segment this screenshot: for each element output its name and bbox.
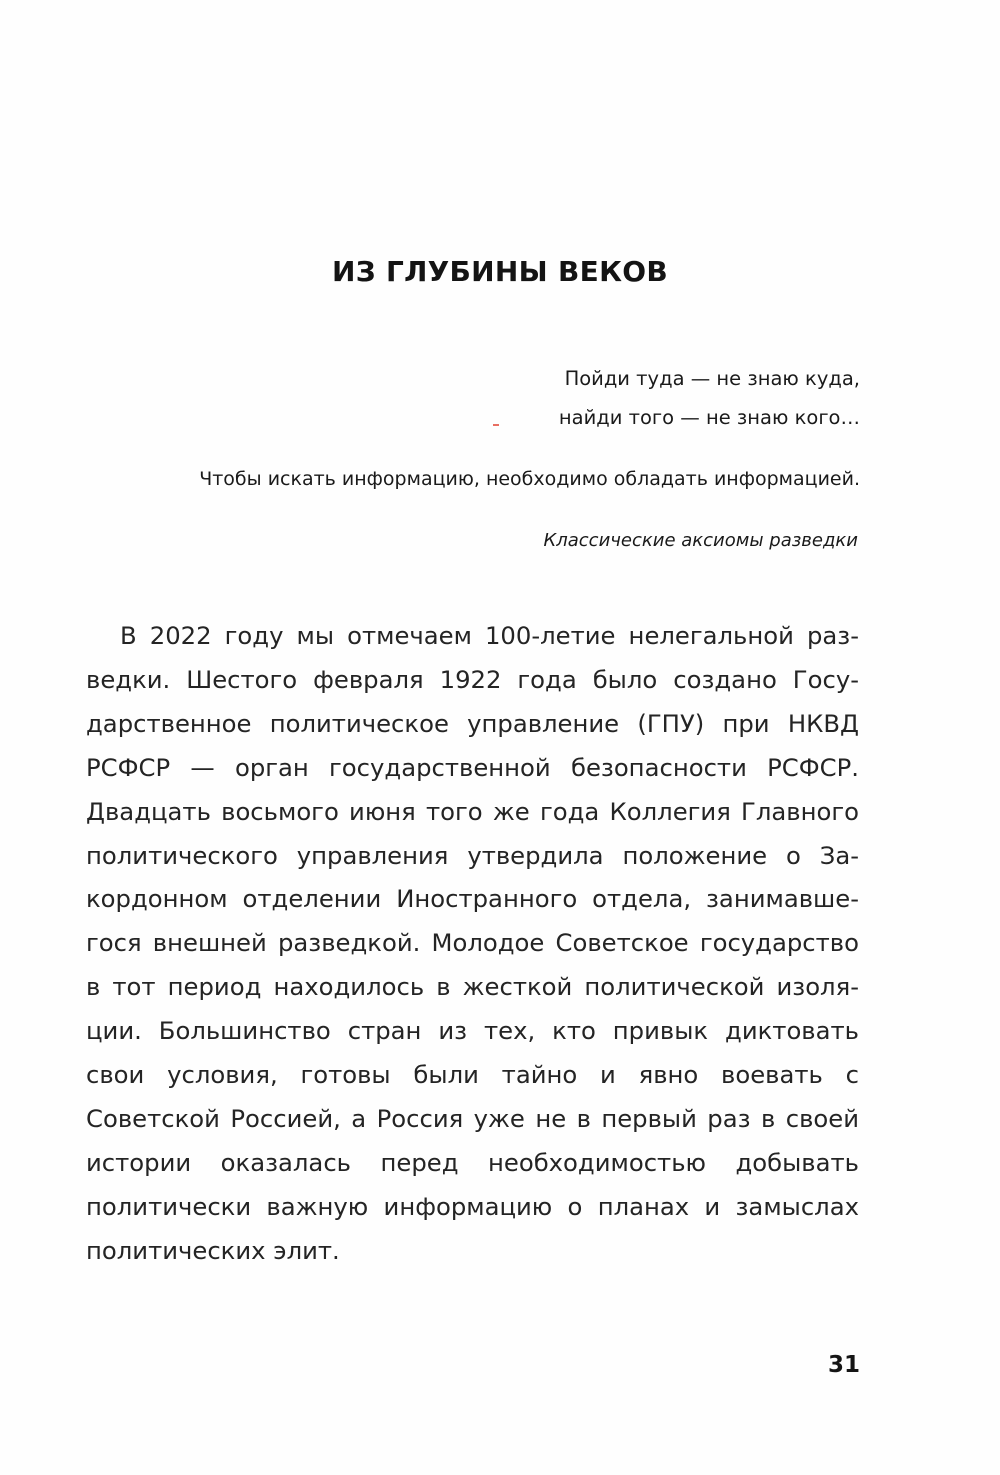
epigraph-line-3: Чтобы искать информацию, необходимо обладать информацией. bbox=[199, 468, 860, 490]
page-number: 31 bbox=[827, 1352, 860, 1378]
chapter-title: ИЗ ГЛУБИНЫ ВЕКОВ bbox=[331, 255, 669, 288]
epigraph-line-1: Пойди туда — не знаю куда, bbox=[564, 367, 860, 390]
print-speck bbox=[493, 424, 499, 426]
epigraph-line-2: найди того — не знаю кого… bbox=[558, 406, 860, 429]
epigraph-attribution: Классические аксиомы разведки bbox=[543, 530, 858, 551]
body-paragraph: В 2022 году мы отмечаем 100-летие нелегальной разведки. Шестого февраля 1922 года было создано Государственное политическое управление (ГПУ) при НКВД РСФСР — орган государственной безопасности РСФСР. Двадцать восьмого июня того же года Коллегия Главного политического управления утвердила положение о Закордонном отделении Иностранного отдела, занимавшегося внешней разведкой. Молодое Советское государство в тот период находилось в жесткой политической изоляции. Большинство стран из тех, кто привык диктовать свои условия, готовы были тайно и явно воевать с Советской Россией, а Россия уже не в первый раз в своей истории оказалась перед необходимостью добывать политически важную информацию о планах и замыслах политических элит. bbox=[86, 621, 859, 1265]
